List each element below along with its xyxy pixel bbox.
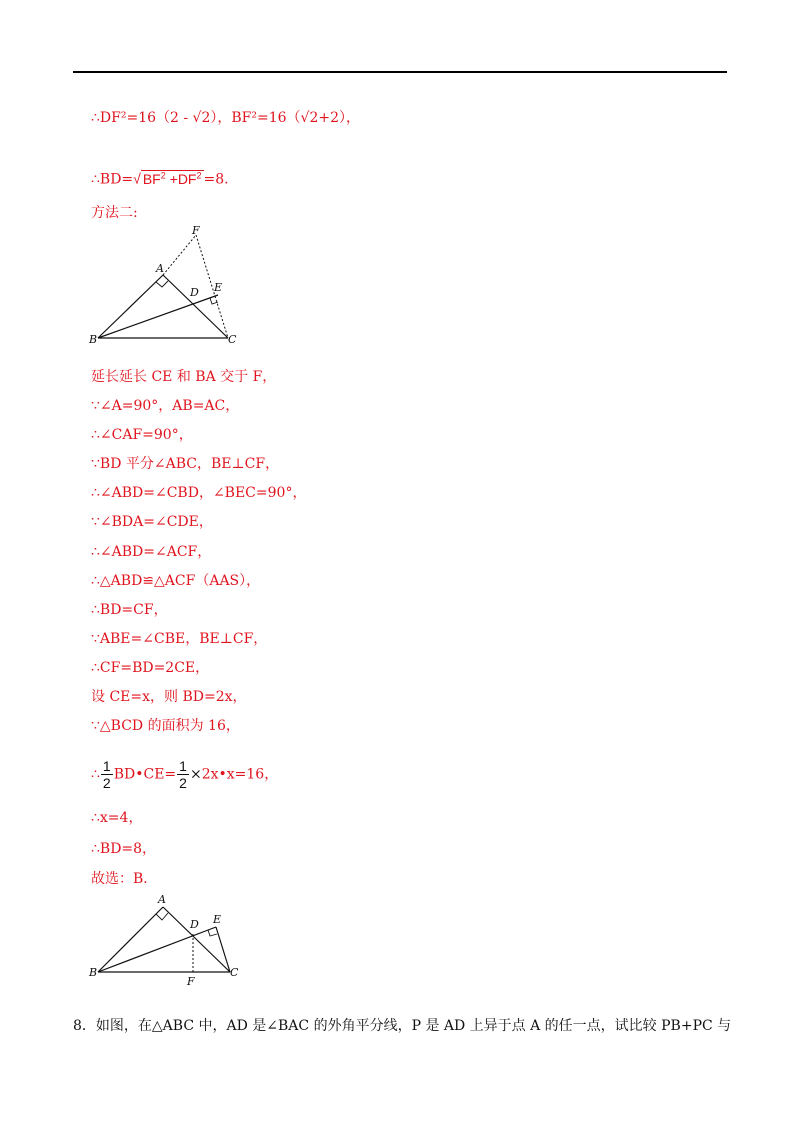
- fig1-label-f: F: [192, 225, 200, 237]
- line-caf: ∴∠CAF=90°，: [91, 427, 193, 443]
- fig2-label-d: D: [190, 918, 199, 931]
- line-abe-cbe: ∵ABE=∠CBE，BE⊥CF，: [91, 631, 268, 647]
- line-congruent: ∴△ABD≌△ACF（AAS），: [91, 573, 261, 589]
- line-bda-cde: ∵∠BDA=∠CDE，: [91, 514, 213, 530]
- line-let-x: 设 CE=x，则 BD=2x，: [91, 689, 247, 705]
- header-rule: [73, 71, 727, 73]
- fraction-half-1: $\frac{1}{2}$: [102, 758, 111, 791]
- line-answer: 故选：B．: [91, 871, 158, 887]
- line-abd-cbd: ∴∠ABD=∠CBD，∠BEC=90°，: [91, 485, 307, 501]
- fig1-label-e: E: [214, 281, 223, 294]
- sqrt-radicand: $BF^2 +DF^2$: [142, 170, 202, 187]
- line-bd-cf: ∴BD=CF，: [91, 602, 168, 618]
- fig1-label-a: A: [156, 262, 164, 275]
- fig2-label-c: C: [230, 966, 239, 979]
- line-area: ∵△BCD 的面积为 16，: [91, 718, 240, 734]
- fig1-label-c: C: [228, 333, 237, 346]
- line-angle-a: ∵∠A=90°，AB=AC，: [91, 398, 240, 414]
- line-area-equation: ∴ $\frac{1}{2}$ BD•CE= $\frac{1}{2}$ ×2x•x=16，: [91, 758, 279, 791]
- fraction-half-2: $\frac{1}{2}$: [179, 758, 187, 791]
- fig2-label-e: E: [213, 913, 222, 926]
- question-8: 8．如图，在△ABC 中，AD 是∠BAC 的外角平分线，P 是 AD 上异于点 A 的任一点，试比较 PB+PC 与: [73, 1018, 732, 1034]
- line-bd-sqrt: ∴BD=√ $BF^2 +DF^2 =8$.: [91, 170, 229, 188]
- line-bd-8: ∴BD=8，: [91, 841, 157, 857]
- line-x-4: ∴x=4，: [91, 810, 143, 826]
- figure-2: [88, 892, 248, 990]
- fig1-label-b: B: [89, 333, 98, 346]
- line-bisect: ∵BD 平分∠ABC，BE⊥CF，: [91, 456, 280, 472]
- fig2-label-b: B: [89, 966, 98, 979]
- fig2-label-a: A: [158, 893, 166, 906]
- line-abd-acf: ∴∠ABD=∠ACF，: [91, 544, 212, 560]
- fig1-label-d: D: [190, 286, 199, 299]
- fig2-label-f: F: [187, 975, 195, 988]
- line-df-bf: ∴DF²=16（2 - √2），BF²=16（√2+2），: [91, 110, 360, 126]
- line-cf-2ce: ∴CF=BD=2CE，: [91, 660, 210, 676]
- figure-1: [88, 225, 238, 350]
- line-extend: 延长延长 CE 和 BA 交于 F，: [91, 369, 277, 385]
- method-two-heading: 方法二:: [91, 205, 138, 221]
